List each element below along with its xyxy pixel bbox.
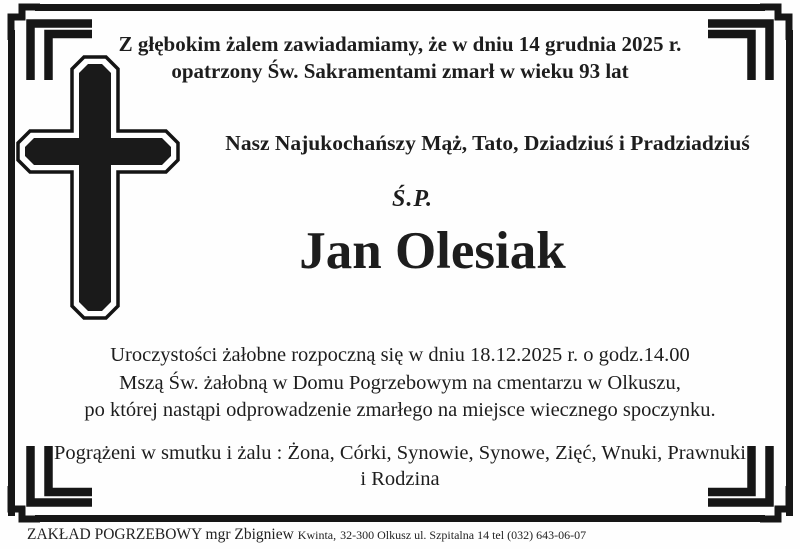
intro-line-2: opatrzony Św. Sakramentami zmarł w wieku 93 lat [171,59,629,83]
funeral-home-name: ZAKŁAD POGRZEBOWY mgr Zbigniew [27,526,294,543]
ceremony-line-2: Mszą Św. żałobną w Domu Pogrzebowym na cmentarzu w Olkuszu, [119,371,681,394]
frame-border-top [35,4,765,11]
funeral-home-owner: Kwinta, [297,528,337,542]
funeral-home-footer [27,526,586,544]
ceremony-details [0,342,800,425]
funeral-home-address: 32-300 Olkusz ul. Szpitalna 14 tel (032) 643-06-07 [340,528,587,542]
sp-abbreviation: Ś.P. [392,186,433,212]
intro-line-1: Z głębokim żalem zawiadamiamy, że w dniu 14 grudnia 2025 r. [118,32,682,56]
dedication-line: Nasz Najukochańszy Mąż, Tato, Dziadziuś i Pradziadziuś [225,131,750,155]
ceremony-line-3: po której nastąpi odprowadzenie zmarłego na miejsce wiecznego spoczynku. [84,399,716,421]
ceremony-line-1: Uroczystości żałobne rozpoczną się w dniu 18.12.2025 r. o godz.14.00 [110,344,690,366]
mourners-line-2: i Rodzina [360,468,440,490]
mourners-line-1: Pogrążeni w smutku i żalu : Żona, Córki, Synowie, Synowe, Zięć, Wnuki, Prawnuki [54,442,746,464]
mourners-list [0,440,800,492]
frame-border-bottom [35,515,765,522]
deceased-name: Jan Olesiak [299,222,566,280]
